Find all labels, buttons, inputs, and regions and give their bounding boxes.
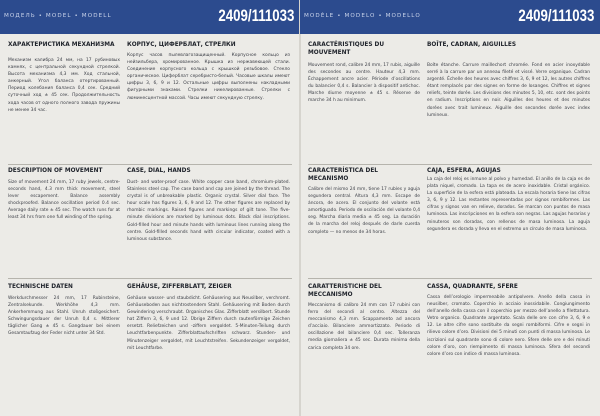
section-text-ru-case: Корпус часов пылевлагозащищенный. Корпусное кольцо из нейзильбера, хромированное. Крышка из нержавеющей стали. Соединение корпусного кольца с крышкой резьбовое. Стекло органическое. Циферблат серебристо-белый. Часовые шкалы имеют цифры 3, 6, 9 и 12. Остальные цифры выполнены накладными фигурными знаками. Стрелки никелированные. Стрелки с люминесцентной массой. Часы имеют секундную стрелку. (127, 53, 290, 101)
section-title-de-movement: TECHNISCHE DATEN (8, 284, 73, 290)
section-title-de-case: GEHÄUSE, ZIFFERBLATT, ZEIGER (127, 284, 232, 290)
section-title-fr-case: BOÎTE, CADRAN, AIGUILLES (427, 42, 516, 48)
section-title-es-movement: CARACTERÍSTICA DEL MECANISMO (308, 168, 378, 182)
left-header-bar (0, 0, 300, 34)
section-text-de-movement: Werkdurchmesser 24 mm, 17 Rubinsteine, Zentralsekunde. Werkhöhe 4,3 mm. Ankerhemmung aus Stahl. Unruh stoßgesichert. Schwingungsdauer der Unruh 0,4 s. Mittlerer täglicher Gang ± 45 s. Gangdauer bei einem Gesamtaufzug der Feder nicht unter 34 Std. (8, 296, 120, 337)
models-label-fr-es-it: MODÈLE • MODELO • MODELLO (304, 13, 421, 19)
section-text-fr-movement: Mouvement rond, calibre 24 mm, 17 rubis, aiguille des secondes au centre. Hauteur 4,3 mm. Échappement ancre acier. Période d’oscillations du balancier 0,4 s. Balancier à dispositif antichoc. Marche diurne moyenne ± 45 s. Réserve de marche 34 h au minimum. (308, 63, 420, 104)
section-text-ru-movement: Механизм калибра 24 мм, на 17 рубиновых камнях, с центральной секундной стрелкой. Высота механизма 4,3 мм. Ход стальной, анкерный. Угол баланса отертированный. Период колебания баланса 0,4 сек. Средний суточный ход ± 45 сек. Продолжительность хода часов от одного полного завода пружины не менее 34 час. (8, 58, 120, 113)
section-title-es-case: CAJA, ESFERA, AGUJAS (427, 168, 501, 174)
divider-right-1 (308, 164, 592, 165)
section-title-ru-movement: ХАРАКТЕРИСТИКА МЕХАНИЗМА (8, 42, 115, 48)
section-title-it-case: CASSA, QUADRANTE, SFERE (427, 284, 518, 290)
section-title-en-movement: DESCRIPTION OF MOVEMENT (8, 168, 103, 174)
section-text-es-case: La caja del reloj es inmune al polvo y humedad. El anillo de la caja es de plata niquel, cromado. La tapa es de acero inoxidable. Cristal orgánico. La superficie de la esfera está plateada. La escala horaria tiene las cifras 3, 6, 9 y 12. Las restantes representadas por signos rombiformes. Las cifras y signos van en relieve, dorados. Se marcan con puntos de masa luminosa. Las inscripciones en la esfera son negras. Las agujas horarias y minuteros son doradas, con rellenos de masa luminosa. La aguja segundera es dorada y lleva en el extremo un círculo de masa luminosa. (427, 177, 590, 232)
section-text-it-case: Cassa dell’orologio impermeabile antipolvere. Anello della cassa in neusilber, cromato. Coperchio in acciaio inossidabile. Congiungimento dell’anello della cassa con il coperchio per mezzo dell’anello a filettatura. Vetro organico. Quadrante argentato. Scala delle ore con cifre 3, 6, 9 e 12. Le altre cifre sono sostituite da segni rombiformi. Cifre e segni in rilievo colore d’oro. Divisioni dei 5 minuti con punti di massa luminosa. Le iscrizioni sul quadrante sono di colore nero. Sfere delle ore e dei minuti colore d’oro, con riempimento di massa luminosa. Sfera del secondi colore d’oro con indice di massa luminosa. (427, 295, 590, 357)
divider-right-2 (308, 278, 592, 279)
model-number-right: 2409/111033 (518, 6, 594, 25)
section-text-en-movement: Size of movement 24 mm, 17 ruby jewels, centre-seconds hand, 4.3 mm thick movement, steel lever escapement. Balance assembly shockproofed. Balance oscillation period 0.4 sec. Average daily rate ± 45 sec. The watch runs for at least 34 hrs from one full winding of the spring. (8, 180, 120, 221)
section-text-fr-case: Boîte étanche. Carrure maillechort chromée. Fond en acier inoxydable serré à la carrure par un anneau fileté et vissé. Verre organique. Cadran argenté. Échelle des heures avec chiffres 3, 6, 9 et 12, les autres chiffres étant remplacés par des signes en forme de losanges. Chiffres et signes reliefs, teinte dorée. Les divisions des minutes 5, 10, etc. sont des points en radium. Inscriptions en noir. Aiguilles des heures et des minutes dorées avec trait lumineux. Aiguille des secondes dorée avec index lumineux. (427, 63, 590, 118)
section-title-ru-case: КОРПУС, ЦИФЕРБЛАТ, СТРЕЛКИ (127, 42, 236, 48)
section-text-en-case: Dust- and water-proof case. White copper case band, chromium-plated. Stainless steel cap. The case band and cap are joined by the thread. The crystal is of unbreakable plastic. Organic crystal. Silver dial face. The hour scale has figures 3, 6, 9 and 12. The other figures are replaced by rhombic markings. Raised figures and markings of gilt tone. The five-minute divisions are marked by luminous dots. Black dial inscriptions. Gold-filled hour and minute hands with luminous lines running along the centre. Gold-filled seconds hand with circular indicator, coated with a luminous substance. (127, 180, 290, 242)
section-title-en-case: CASE, DIAL, HANDS (127, 168, 191, 174)
divider-left-1 (8, 164, 292, 165)
section-text-it-movement: Meccanismo di calibro 24 mm con 17 rubini con ferro del secondi al centro. Altezza del meccanismo 4,3 mm. Scappamento ad ancora d’acciaio. Bilanciere ammortizzato. Periodo di oscillazione del bilanciere 0,4 sec. Tolleranza media giornaliera ± 45 sec. Durata minima della carica completa 34 ore. (308, 303, 420, 351)
section-text-es-movement: Calibre del mismo 24 mm, tiene 17 rubíes y aguja segundera central. Altura 4,3 mm. Escape de áncora, de acero. El conjunto del volante está amortiguado. Período de oscilación del volante 0,4 seg. Marcha diaria media ± 45 seg. La duración de la marcha del reloj después de darle cuerda completo — no menos de 34 horas. (308, 187, 420, 235)
right-header-bar (300, 0, 600, 34)
divider-left-2 (8, 278, 292, 279)
section-text-de-case: Gehäuse wasser- und staubdicht. Gehäusering aus Neusilber, verchromt. Gehäuseboden aus nichtrostendem Stahl. Gehäusering mit Boden durch Gewindering verschraubt. Organisches Glas. Zifferblatt versilbert. Stunde hat Ziffern 3, 6, 9 und 12. Übrige Ziffern durch rautenförmige Zeichen ersetzt. Reliefzeichen und -ziffern vergoldet. 5-Minuten-Teilung durch Leuchtfarbenpunkte. Zifferblattaufschriften schwarz. Stunden- und Minutenzeiger vergoldet, mit Leuchtstreifen. Sekundenzeiger vergoldet, mit Leuchtfarbe. (127, 296, 290, 351)
models-label-ru-en-de: МОДЕЛЬ • MODEL • MODELL (4, 13, 112, 19)
model-number-left: 2409/111033 (218, 6, 294, 25)
right-page (300, 0, 600, 416)
section-title-fr-movement: CARACTÉRISTIQUES DU MOUVEMENT (308, 42, 385, 56)
section-title-it-movement: CARATTERISTICHE DEL MECCANISMO (308, 284, 382, 298)
